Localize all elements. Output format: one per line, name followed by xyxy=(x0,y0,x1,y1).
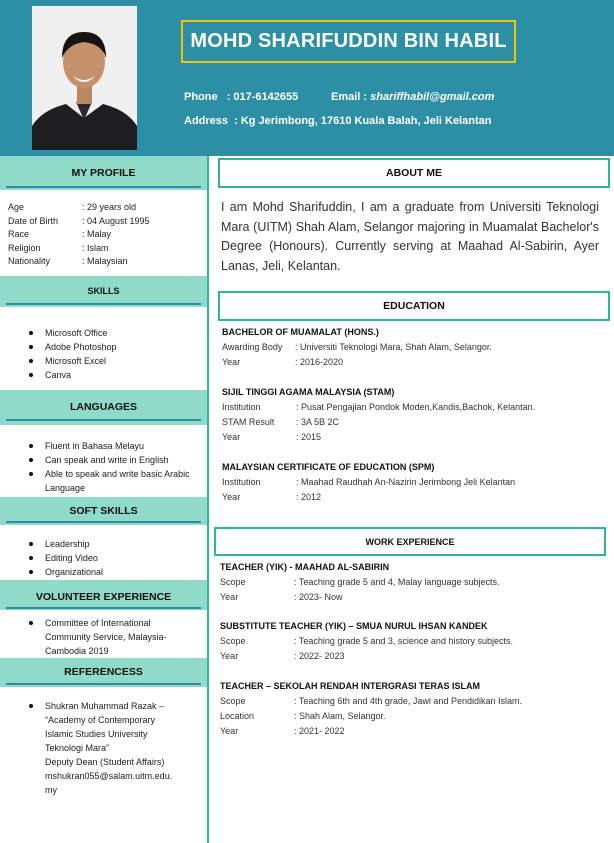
work-row: Scope : Teaching grade 5 and 3, science and history subjects. xyxy=(220,636,513,646)
work-row: Year : 2023- Now xyxy=(220,592,343,602)
reference-line: Teknologi Mara” xyxy=(45,743,110,753)
work-row: Year : 2022- 2023 xyxy=(220,651,345,661)
soft-skills-section-header xyxy=(0,497,207,525)
languages-title: LANGUAGES xyxy=(69,401,138,413)
work-row: Location : Shah Alam, Selangor. xyxy=(220,711,386,721)
languages-list xyxy=(0,439,195,495)
about-text: I am Mohd Sharifuddin, I am a graduate from Universiti Teknologi Mara (UITM) Shah Alam, Selangor majoring in Muamalat Bachelor's Degree (Honours). Currently serving at Maahad Al-Sabirin, Ayer Lanas, Jeli, Kelantan. xyxy=(221,200,599,273)
profile-section-header xyxy=(0,156,207,190)
work-title: WORK EXPERIENCE xyxy=(365,536,455,547)
education-row: Institution : Maahad Raudhah An-Nazirin Jerimbong Jeli Kelantan xyxy=(222,477,516,487)
profile-row-nationality: Nationality : Malaysian xyxy=(8,256,128,266)
work-heading: TEACHER (YIK) - MAAHAD AL-SABIRIN xyxy=(220,562,390,572)
reference-email[interactable]: mshukran055@salam.uitm.edu. xyxy=(45,771,173,781)
reference-line: Shukran Muhammad Razak – xyxy=(45,701,165,711)
email-label: Email : xyxy=(331,91,368,103)
education-row: Year : 2015 xyxy=(222,432,322,442)
column-divider xyxy=(207,156,209,843)
address-line xyxy=(184,115,491,127)
work-row: Year : 2021- 2022 xyxy=(220,726,345,736)
list-item: Can speak and write in English xyxy=(45,453,195,467)
work-section-header xyxy=(214,527,606,556)
profile-row-dob: Date of Birth : 04 August 1995 xyxy=(8,215,150,226)
phone-label: Phone xyxy=(184,91,218,103)
skills-list xyxy=(0,326,117,382)
education-row: Institution : Pusat Pengajian Pondok Moden,Kandis,Bachok, Kelantan. xyxy=(222,402,536,412)
work-row: Scope : Teaching grade 5 and 4, Malay language subjects. xyxy=(220,577,500,587)
volunteer-list xyxy=(0,616,195,658)
section-underline xyxy=(6,303,201,305)
profile-row-race: Race : Malay xyxy=(8,229,112,239)
about-section-header xyxy=(218,158,610,188)
education-row: Awarding Body : Universiti Teknologi Mara, Shah Alam, Selangor. xyxy=(222,342,492,352)
section-underline xyxy=(6,186,201,188)
reference-line: my xyxy=(45,785,57,795)
work-entry-2 xyxy=(220,619,513,664)
references-list xyxy=(0,699,172,797)
list-item: Canva xyxy=(45,368,117,382)
skills-section-header xyxy=(0,276,207,307)
list-item: Editing Video xyxy=(45,551,103,565)
education-heading: MALAYSIAN CERTIFICATE OF EDUCATION (SPM) xyxy=(222,462,435,472)
list-item: Fluent in Bahasa Melayu xyxy=(45,439,195,453)
phone-value: : 017-6142655 xyxy=(226,91,299,103)
section-underline xyxy=(6,607,201,609)
work-entry-3 xyxy=(220,679,522,739)
reference-item xyxy=(45,699,172,797)
work-entry-1 xyxy=(220,560,499,605)
header-banner xyxy=(0,0,614,156)
profile-list xyxy=(8,201,150,269)
volunteer-section-header xyxy=(0,580,207,610)
education-title: EDUCATION xyxy=(383,300,445,312)
list-item: Organizational xyxy=(45,567,104,577)
education-row: Year : 2012 xyxy=(222,492,322,502)
list-item: Able to speak and write basic Arabic Language xyxy=(45,467,195,495)
volunteer-title: VOLUNTEER EXPERIENCE xyxy=(35,591,172,603)
about-title: ABOUT ME xyxy=(386,167,442,179)
full-name: MOHD SHARIFUDDIN BIN HABIL xyxy=(190,30,507,52)
reference-line: Islamic Studies University xyxy=(45,729,148,739)
profile-title: MY PROFILE xyxy=(71,167,136,179)
profile-photo xyxy=(32,6,137,150)
education-entry-1 xyxy=(222,325,492,370)
reference-line: “Academy of Contemporary xyxy=(45,715,156,725)
section-underline xyxy=(6,419,201,421)
soft-skills-title: SOFT SKILLS xyxy=(69,505,138,517)
reference-line: Deputy Dean (Student Affairs) xyxy=(45,757,165,767)
work-row: Scope : Teaching 6th and 4th grade, Jawi and Pendidikan Islam. xyxy=(220,696,522,706)
name-box xyxy=(181,20,516,63)
address-value: : Kg Jerimbong, 17610 Kuala Balah, Jeli Kelantan xyxy=(234,115,492,127)
languages-section-header xyxy=(0,390,207,425)
list-item: Leadership xyxy=(45,537,103,551)
soft-skills-list xyxy=(0,537,103,579)
list-item: Microsoft Office xyxy=(45,326,117,340)
work-heading: TEACHER – SEKOLAH RENDAH INTERGRASI TERAS ISLAM xyxy=(220,681,481,691)
references-title: REFERENCESS xyxy=(64,666,143,678)
section-underline xyxy=(6,521,201,523)
education-heading: BACHELOR OF MUAMALAT (HONS.) xyxy=(222,327,379,337)
education-row: STAM Result : 3A 5B 2C xyxy=(222,417,340,427)
education-section-header xyxy=(218,291,610,321)
email-value[interactable]: shariffhabil@gmail.com xyxy=(370,91,495,103)
address-label: Address xyxy=(184,115,229,127)
email-line xyxy=(331,91,494,103)
list-item: Adobe Photoshop xyxy=(45,342,117,352)
phone-line xyxy=(184,91,298,103)
references-section-header xyxy=(0,658,207,687)
section-underline xyxy=(6,683,201,685)
work-heading: SUBSTITUTE TEACHER (YIK) – SMUA NURUL IHSAN KANDEK xyxy=(220,621,488,631)
profile-row-religion: Religion : Islam xyxy=(8,242,109,253)
profile-row-age: Age : 29 years old xyxy=(8,202,137,212)
education-entry-2 xyxy=(222,385,535,445)
education-entry-3 xyxy=(222,460,515,505)
education-heading: SIJIL TINGGI AGAMA MALAYSIA (STAM) xyxy=(222,387,395,397)
skills-title: SKILLS xyxy=(87,286,120,296)
list-item: Microsoft Excel xyxy=(45,354,117,368)
education-row: Year : 2016-2020 xyxy=(222,357,344,367)
list-item: Committee of International Community Service, Malaysia-Cambodia 2019 xyxy=(45,616,195,658)
